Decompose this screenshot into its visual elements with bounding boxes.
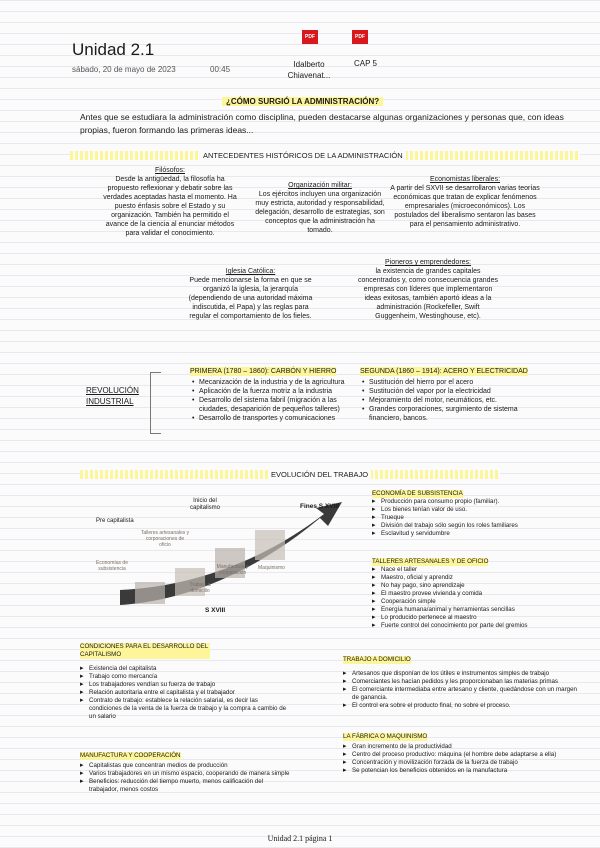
diagram-label-manufactura: Manufactura y cooperación <box>216 564 249 576</box>
manufactura-block: MANUFACTURA Y COOPERACIÓN ▸ Capitalistas que concentran medios de producción ▸ Varios trabajadores en un mismo espacio, cooperando de manera simple ▸ Beneficios: reducción del tiempo muerto, menos calificación del trabajador, menos costos <box>80 752 290 794</box>
list-item: ▸ Beneficios: reducción del tiempo muerto, menos calificación del trabajador, menos costos <box>80 778 290 794</box>
list-item: ▸ Artesanos que disponían de los útiles e instrumentos simples de trabajo <box>343 670 583 678</box>
list-item: ▸ Maestro, oficial y aprendiz <box>372 574 587 582</box>
list-item: • Desarrollo de transportes y comunicaciones <box>190 414 365 423</box>
list-item: ▸ Contrato de trabajo: establece la relación salarial, es decir las condiciones de la venta de la fuerza de trabajo y la compra a cambio de un salario <box>80 697 290 721</box>
intro-text: Antes que se estudiara la administración como disciplina, pueden destacarse algunas organizaciones y personas que, con ideas propias, fueron formando las primeras ideas... <box>80 112 564 135</box>
diagram-label-fines: Fines S XVIII <box>300 503 340 510</box>
list-item: ▸ Fuerte control del conocimiento por parte del gremios <box>372 622 587 630</box>
list-item: ▸ Se potencian los beneficios obtenidos en la manufactura <box>343 767 583 775</box>
evolucion-diagram <box>80 490 370 620</box>
list-item: ▸ Trueque <box>372 514 582 522</box>
diagram-label-maquinismo: Maquinismo <box>258 565 285 571</box>
talleres-block: TALLERES ARTESANALES Y DE OFICIO ▸ Nace el taller ▸ Maestro, oficial y aprendiz ▸ No hay pago, sino aprendizaje ▸ El maestro provee vivienda y comida ▸ Cooperación simple ▸ Energía humana/animal y herramientas sencillas ▸ Lo producido pertenece al maestro ▸ Fuerte control del conocimiento por parte del gremios <box>372 558 587 630</box>
list-item: ▸ Capitalistas que concentran medios de producción <box>80 762 290 770</box>
list-item: • Mejoramiento del motor, neumáticos, etc. <box>360 396 540 405</box>
list-item: ▸ Varios trabajadores en un mismo espacio, cooperando de manera simple <box>80 770 290 778</box>
diagram-label-economias: Economías de subsistencia <box>96 560 128 572</box>
list-item: • Sustitución del vapor por la electricidad <box>360 387 540 396</box>
militar-block: Organización militar: Los ejércitos incluyen una organización muy estricta, autoridad y responsabilidad, delegación, desarrollo de estrategias, son conceptos que la administración ha tomado. <box>255 182 385 234</box>
list-item: ▸ El control era sobre el producto final, no sobre el proceso. <box>343 702 583 710</box>
attachment-author: Idalberto Chiavenat... <box>287 60 331 80</box>
primera-revolucion: PRIMERA (1780 – 1860): CARBÓN Y HIERRO • Mecanización de la industria y de la agricultura • Aplicación de la fuerza motriz a la industria • Desarrollo del sistema fabril (migración a las ciudades, desaparición de pequeños talleres) • Desarrollo de transportes y comunicaciones <box>190 367 365 423</box>
filosofos-block: Filósofos: Desde la antigüedad, la filosofía ha propuesto reflexionar y debatir sobre las verdades aceptadas hasta el momento. Ha puesto énfasis sobre el Estado y su organización. También ha permitido el avance de la ciencia al enunciar métodos para validar el conocimiento. <box>103 167 237 237</box>
attachment-chapter: CAP 5 <box>354 59 377 68</box>
list-item: ▸ Lo producido pertenece al maestro <box>372 614 587 622</box>
list-item: • Mecanización de la industria y de la agricultura <box>190 378 365 387</box>
list-item: ▸ Energía humana/animal y herramientas sencillas <box>372 606 587 614</box>
economistas-block: Economistas liberales: A partir del SXVII se desarrollaron varias teorías económicas que tratan de explicar fenómenos empresariales (microeconómicos). Los postulados del liberalismo sentaron las bases para el pensamiento administrativo. <box>390 176 540 228</box>
list-item: ▸ Esclavitud y servidumbre <box>372 530 582 538</box>
list-item: ▸ Centro del proceso productivo: máquina (el hombre debe adaptarse a ella) <box>343 751 583 759</box>
subsistencia-block: ECONOMÍA DE SUBSISTENCIA ▸ Producción para consumo propio (familiar). ▸ Los bienes tenían valor de uso. ▸ Trueque ▸ División del trabajo sólo según los roles familiares ▸ Esclavitud y servidumbre <box>372 490 582 538</box>
list-item: ▸ Concentración y movilización forzada de la fuerza de trabajo <box>343 759 583 767</box>
domicilio-block: TRABAJO A DOMICILIO ▸ Artesanos que disponían de los útiles e instrumentos simples de trabajo ▸ Comerciantes les hacían pedidos y les proporcionaban las materias primas ▸ El comerciante intermediaba entre artesano y cliente, quedándose con un margen de ganancia. ▸ El control era sobre el producto final, no sobre el proceso. <box>343 656 583 710</box>
revolucion-label: REVOLUCIÓN INDUSTRIAL <box>86 386 139 406</box>
pdf-attachment-icon[interactable]: PDF <box>302 30 318 44</box>
evolucion-heading: EVOLUCIÓN DEL TRABAJO <box>268 470 371 479</box>
diagram-label-talleres: Talleres artesanales y corporaciones de oficio <box>140 530 190 548</box>
list-item: ▸ Comerciantes les hacían pedidos y les proporcionaban las materias primas <box>343 678 583 686</box>
iglesia-block: Iglesia Católica: Puede mencionarse la forma en que se organizó la iglesia, la jerarquía (dependiendo de una autoridad máxima indiscutida, el Papa) y las reglas para regular el comportamiento de los fieles. <box>188 268 313 320</box>
list-item: ▸ Nace el taller <box>372 566 587 574</box>
list-item: • Desarrollo del sistema fabril (migración a las ciudades, desaparición de pequeños talleres) <box>190 396 365 414</box>
segunda-revolucion: SEGUNDA (1860 – 1914): ACERO Y ELECTRICIDAD • Sustitución del hierro por el acero • Sustitución del vapor por la electricidad • Mejoramiento del motor, neumáticos, etc. • Grandes corporaciones, surgimiento de sistema financiero, bancos. <box>360 367 540 423</box>
diagram-label-pre: Pre capitalista <box>96 518 134 524</box>
list-item: ▸ Producción para consumo propio (familiar). <box>372 498 582 506</box>
list-item: ▸ División del trabajo sólo según los roles familiares <box>372 522 582 530</box>
condiciones-block: CONDICIONES PARA EL DESARROLLO DEL CAPITALISMO ▸ Existencia del capitalista ▸ Trabajo como mercancía ▸ Los trabajadores vendían su fuerza de trabajo ▸ Relación autoritaria entre el capitalista y el trabajador ▸ Contrato de trabajo: establece la relación salarial, es decir las condiciones de la venta de la fuerza de trabajo y la compra a cambio de un salario <box>80 643 290 721</box>
intro-question: ¿CÓMO SURGIÓ LA ADMINISTRACIÓN? <box>222 97 383 106</box>
pioneros-block: Pioneros y emprendedores: la existencia de grandes capitales concentrados y, como consecuencia grandes empresas con líderes que implementaron ideas exitosas, también aportó ideas a la administración (Rockefeller, Swift Guggenheim, Westinghouse, etc). <box>358 259 498 320</box>
diagram-label-sxviii: S XVIII <box>205 607 226 614</box>
list-item: ▸ Gran incremento de la productividad <box>343 743 583 751</box>
antecedentes-heading: ANTECEDENTES HISTÓRICOS DE LA ADMINISTRACIÓN <box>200 151 406 160</box>
list-item: ▸ Trabajo como mercancía <box>80 673 290 681</box>
revolucion-bracket <box>150 372 161 434</box>
list-item: ▸ El comerciante intermediaba entre artesano y cliente, quedándose con un margen de ganancia. <box>343 686 583 702</box>
list-item: • Sustitución del hierro por el acero <box>360 378 540 387</box>
page-title: Unidad 2.1 <box>72 40 155 59</box>
page-footer: Unidad 2.1 página 1 <box>267 834 333 843</box>
list-item: • Grandes corporaciones, surgimiento de sistema financiero, bancos. <box>360 405 540 423</box>
list-item: ▸ Cooperación simple <box>372 598 587 606</box>
diagram-label-inicio: Inicio del capitalismo <box>189 498 220 511</box>
list-item: ▸ Existencia del capitalista <box>80 665 290 673</box>
list-item: ▸ El maestro provee vivienda y comida <box>372 590 587 598</box>
list-item: ▸ Los trabajadores vendían su fuerza de trabajo <box>80 681 290 689</box>
pdf-attachment-icon-2[interactable]: PDF <box>352 30 368 44</box>
list-item: • Aplicación de la fuerza motriz a la industria <box>190 387 365 396</box>
page-date: sábado, 20 de mayo de 2023 <box>72 65 176 74</box>
list-item: ▸ No hay pago, sino aprendizaje <box>372 582 587 590</box>
page-time: 00:45 <box>210 65 231 74</box>
list-item: ▸ Relación autoritaria entre el capitalista y el trabajador <box>80 689 290 697</box>
list-item: ▸ Los bienes tenían valor de uso. <box>372 506 582 514</box>
maquinismo-block: LA FÁBRICA O MAQUINISMO ▸ Gran incremento de la productividad ▸ Centro del proceso productivo: máquina (el hombre debe adaptarse a ella) ▸ Concentración y movilización forzada de la fuerza de trabajo ▸ Se potencian los beneficios obtenidos en la manufactura <box>343 733 583 775</box>
diagram-label-trabajo: Trabajo a domicilio <box>189 582 211 594</box>
